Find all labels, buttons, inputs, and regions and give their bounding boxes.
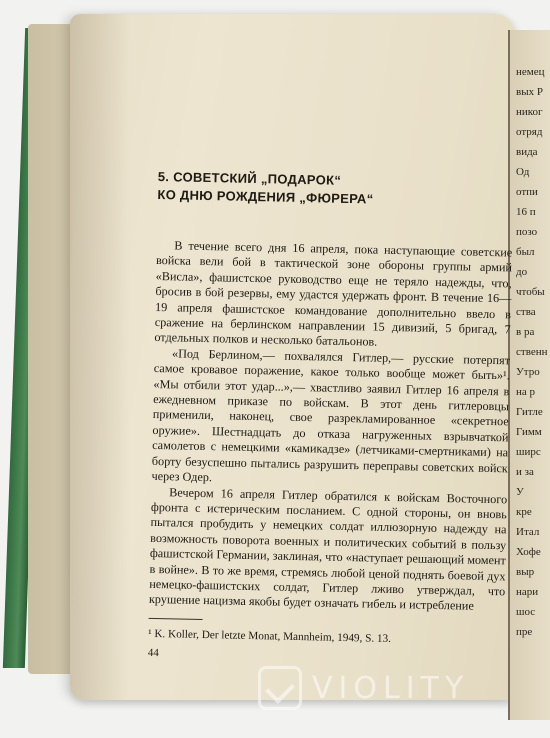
paragraph-1: В течение всего дня 16 апреля, пока наступающие советские войска вели бой в тактической зоне обороны группы армий «Висла», фашистское руководство еще не теряло надежды, что, бросив в бой резервы, ему удастся удержать фронт. В течение 16—19 апреля фашистское командование дополнительно ввело в сражение на берлинском направлении 15 дивизий, 5 бригад, 7 отдельных полков и несколько батальонов. — [154, 238, 513, 350]
facing-page-fragment: и за — [516, 466, 534, 478]
facing-page-fragment: ства — [516, 306, 536, 318]
facing-page-fragment: Хофе — [516, 546, 541, 558]
violity-logo-icon — [258, 666, 302, 710]
facing-page-fragment: позо — [516, 226, 538, 238]
facing-page-fragment: Утро — [516, 366, 540, 378]
facing-page-fragment: чтобы — [516, 286, 545, 298]
chapter-heading-line-1: 5. СОВЕТСКИЙ „ПОДАРОК“ — [157, 168, 342, 188]
facing-page-fragment: отряд — [516, 126, 543, 138]
facing-page-fragment: кре — [516, 506, 532, 518]
facing-page-fragment: шос — [516, 606, 536, 618]
facing-page-fragment: до — [516, 266, 528, 278]
facing-page-fragment: Од — [516, 166, 530, 178]
paragraph-3: Вечером 16 апреля Гитлер обратился к войскам Восточного фронта с истерическим посланием. С одной стороны, он вновь пытался пробудить у немецких солдат иллюзорную надежду на возможность поворота военных и политических событий в пользу фашистской Германии, заклиная, что «наступает решающий момент в войне». В то же время, стремясь любой ценой поднять боевой дух немецко-фашистских солдат, Гитлер лживо утверждал, что крушение нацизма якобы будет означать гибель и истребление — [148, 484, 508, 614]
facing-page-fragment: Итал — [516, 526, 540, 538]
facing-page-fragment: был — [516, 246, 535, 258]
facing-page-fragment: вида — [516, 146, 538, 158]
page-number: 44 — [147, 646, 159, 659]
facing-page-fragment: никог — [516, 106, 543, 118]
paragraph-2: «Под Берлином,— похвалялся Гитлер,— русские потерпят самое кровавое поражение, какое только вообще может быть»¹. «Мы отбили этот удар...»,— хвастливо заявил Гитлер 16 апреля в ежедневном приказе по войскам. В этот день гитлеровцы применили, наконец, свое разрекламированное «секретное оружие». Шестнадцать до отказа нагруженных взрывчаткой самолетов с немецкими «камикадзе» (летчиками-смертниками) на борту безуспешно пытались разрушить переправы советских войск через Одер. — [151, 346, 511, 485]
footnote-divider — [149, 618, 203, 620]
watermark — [258, 666, 469, 710]
footnote: ¹ K. Koller, Der letzte Monat, Mannheim, 1949, S. 13. — [148, 627, 392, 645]
facing-page-fragment: немец — [516, 66, 545, 78]
facing-page-fragment: ширс — [516, 446, 541, 458]
facing-page-fragment: 16 п — [516, 206, 536, 218]
watermark-text: VIOLITY — [312, 670, 470, 706]
facing-page-fragment: ственн — [516, 346, 548, 358]
facing-page-fragment: Гитле — [516, 406, 543, 418]
facing-page-fragment: в ра — [516, 326, 535, 338]
chapter-heading-line-2: КО ДНЮ РОЖДЕНИЯ „ФЮРЕРА“ — [157, 186, 374, 207]
facing-page-fragment: У — [516, 486, 524, 498]
facing-page-fragment: на р — [516, 386, 536, 398]
page-curl-shadow — [70, 14, 130, 700]
facing-page-fragment: отпи — [516, 186, 538, 198]
chapter-heading — [157, 168, 514, 211]
facing-page-fragment: пре — [516, 626, 533, 638]
facing-page-fragment: Гимм — [516, 426, 542, 438]
page-content — [148, 168, 514, 666]
facing-page-fragment: вых Р — [516, 86, 543, 98]
facing-page-fragment: нари — [516, 586, 539, 598]
facing-page — [508, 30, 550, 720]
facing-page-fragment: выр — [516, 566, 535, 578]
